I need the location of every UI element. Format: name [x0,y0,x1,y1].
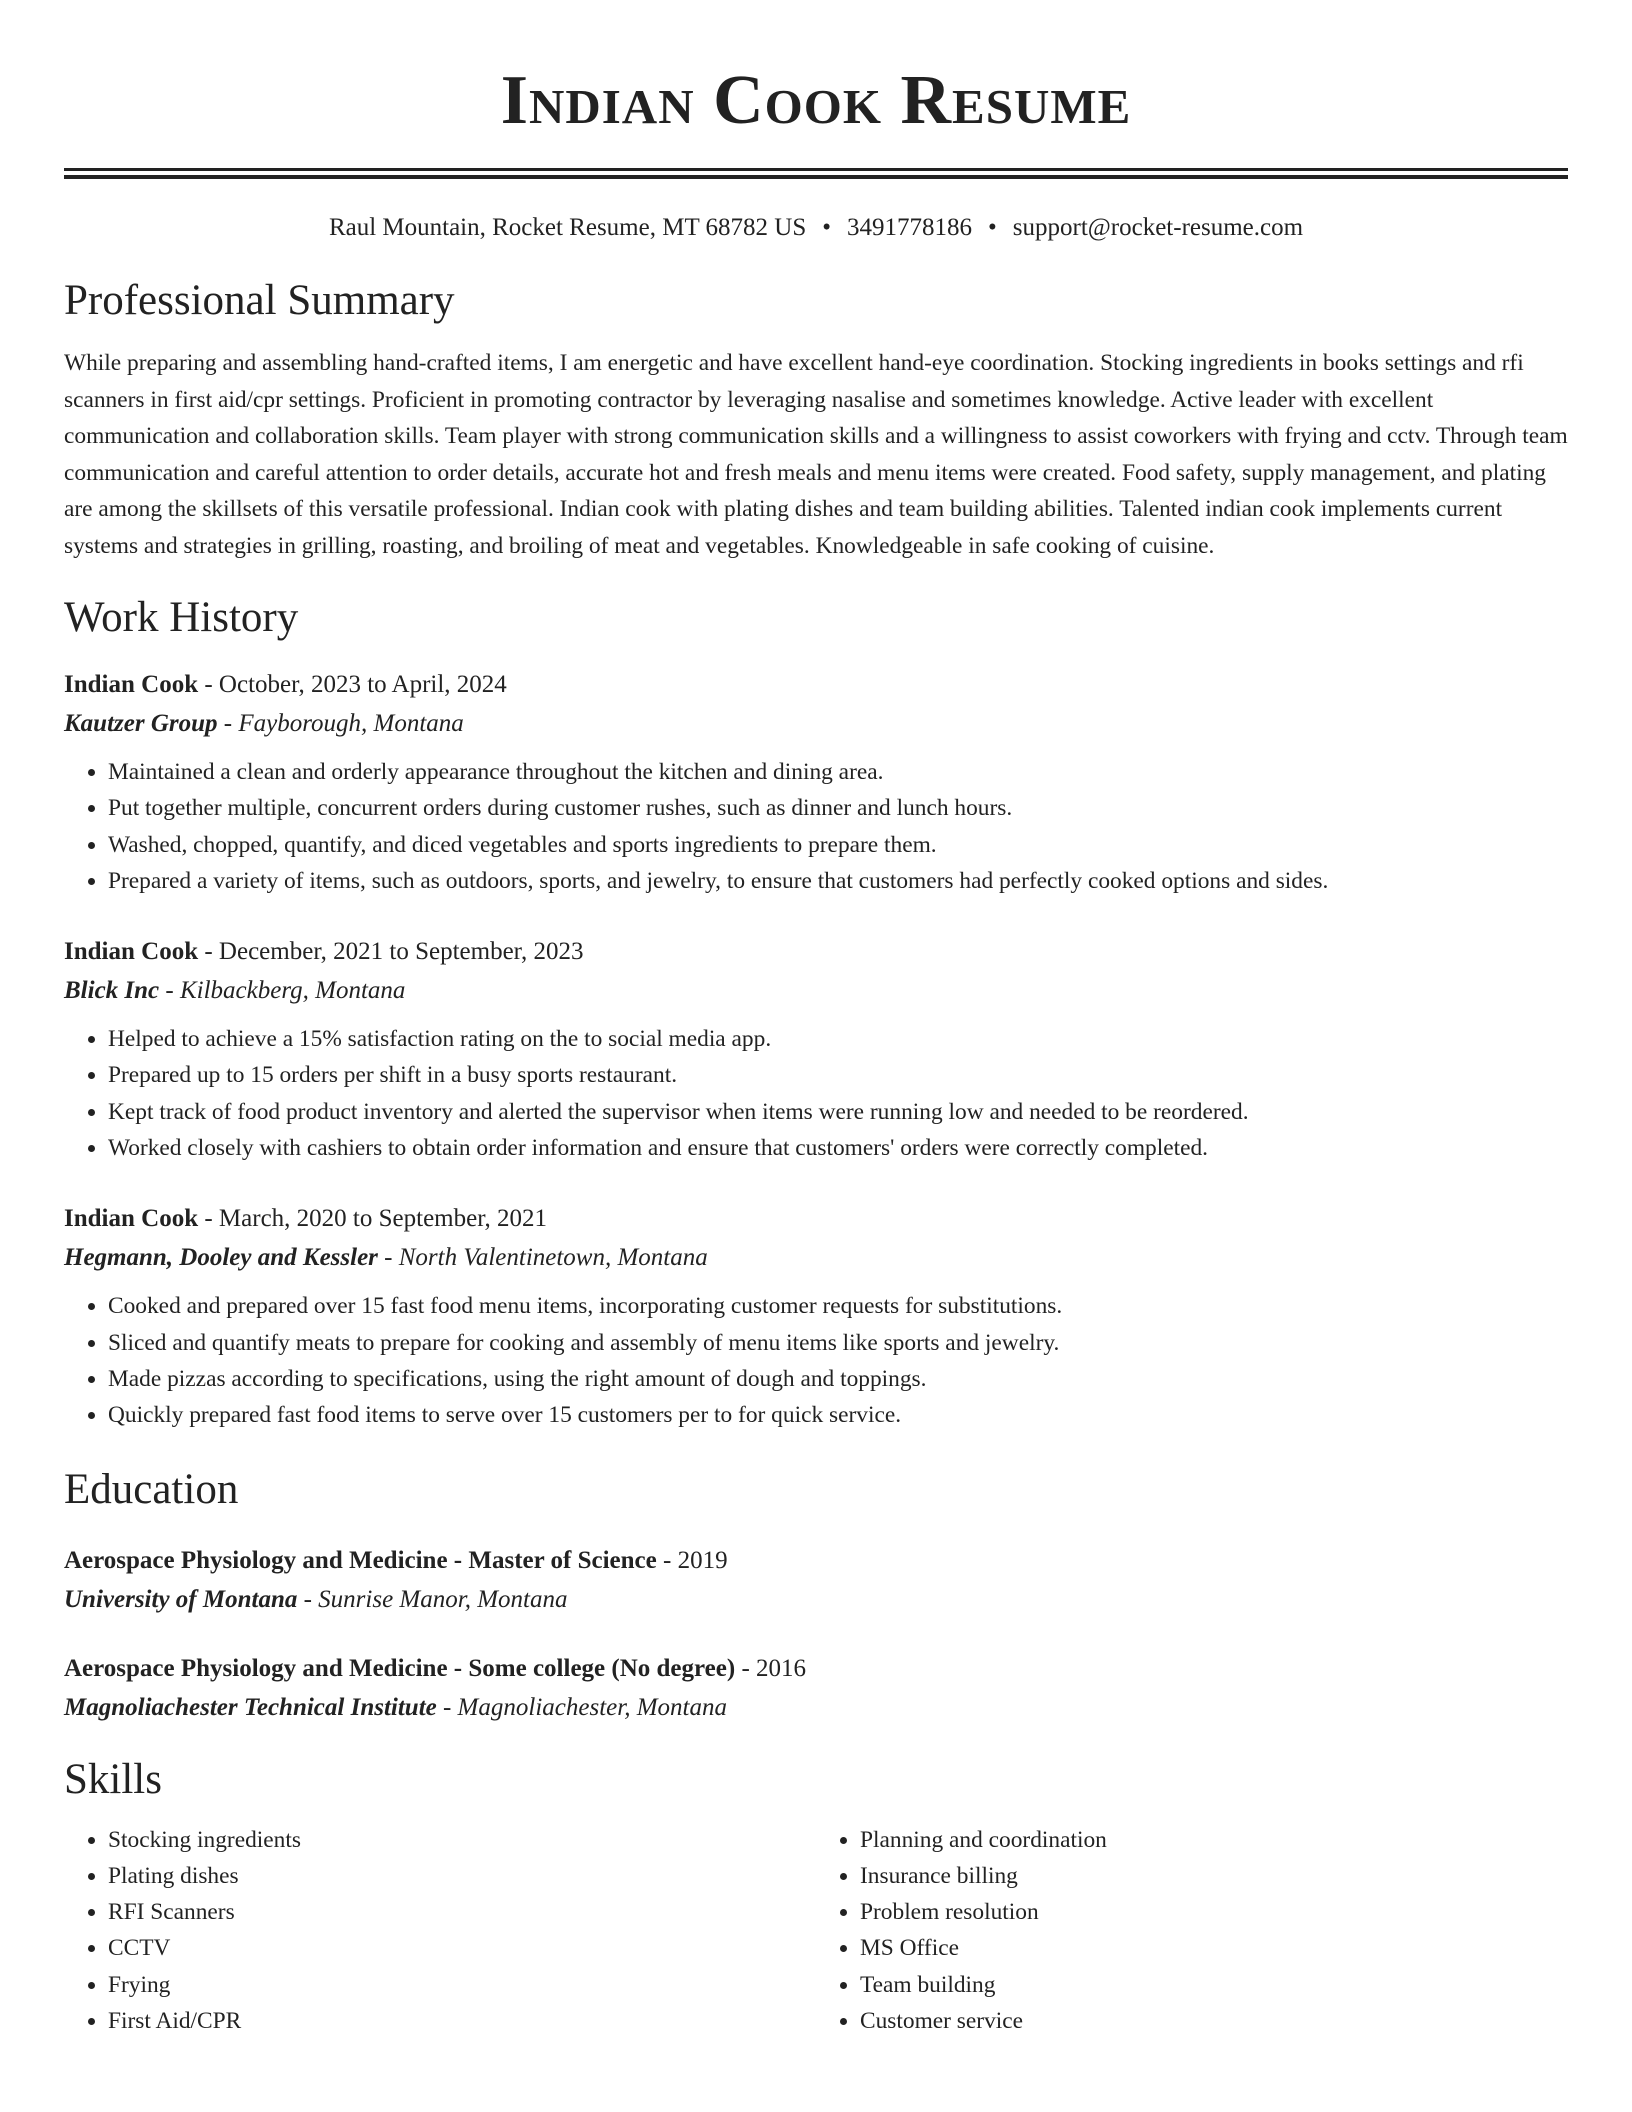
contact-separator: • [988,214,997,241]
job-title-line [64,1200,1568,1238]
skills-list [64,1822,1568,2040]
job-role: Indian Cook [64,938,199,966]
education-school-line [64,1688,1568,1728]
education-school: Magnoliachester Technical Institute [64,1693,437,1721]
education-degree: Aerospace Physiology and Medicine - Master of Science [64,1546,657,1574]
job-company-line [64,1238,1568,1278]
education-degree: Aerospace Physiology and Medicine - Some college (No degree) [64,1654,736,1682]
skill-item: • Frying [108,1967,816,2003]
job-company: Hegmann, Dooley and Kessler [64,1244,378,1272]
job-bullet: • Made pizzas according to specifications, using the right amount of dough and toppings. [108,1361,1568,1397]
skill-item: • Stocking ingredients [108,1822,816,1858]
education-year: - 2019 [656,1546,728,1574]
education-year: - 2016 [735,1654,807,1682]
job-bullet: • Prepared a variety of items, such as outdoors, sports, and jewelry, to ensure that customers had perfectly cooked options and sides. [108,863,1568,899]
contact-email: support@rocket-resume.com [1012,214,1304,241]
job-entry [64,933,1568,1166]
job-dates: - October, 2023 to April, 2024 [198,671,507,698]
job-entry [64,1200,1568,1433]
job-company-line [64,704,1568,744]
summary-heading: Professional Summary [64,277,455,324]
job-bullet: • Washed, chopped, quantify, and diced vegetables and sports ingredients to prepare them. [108,827,1568,863]
skill-item: • First Aid/CPR [108,2003,816,2039]
skill-item: • Planning and coordination [860,1822,1568,1858]
education-school-line [64,1580,1568,1620]
job-company-line [64,971,1568,1011]
education-entry [64,1542,1568,1620]
skill-item: • Plating dishes [108,1858,816,1894]
job-bullet: • Prepared up to 15 orders per shift in a busy sports restaurant. [108,1057,1568,1093]
job-bullet: • Helped to achieve a 15% satisfaction rating on the to social media app. [108,1021,1568,1057]
job-role: Indian Cook [64,1205,199,1233]
job-company: Blick Inc [64,977,160,1005]
job-bullet: • Kept track of food product inventory and alerted the supervisor when items were running low and needed to be reordered. [108,1094,1568,1130]
job-bullet: • Quickly prepared fast food items to serve over 15 customers per to for quick service. [108,1397,1568,1433]
job-bullet: • Put together multiple, concurrent orders during customer rushes, such as dinner and lunch hours. [108,790,1568,826]
resume-title: Indian Cook Resume [500,62,1132,139]
skills-column-right [816,1822,1568,2040]
education-degree-line [64,1650,1568,1688]
education-location: - Sunrise Manor, Montana [297,1585,568,1613]
skill-item: • CCTV [108,1930,816,1966]
job-location: - North Valentinetown, Montana [377,1244,708,1272]
skill-item: • RFI Scanners [108,1894,816,1930]
education-location: - Magnoliachester, Montana [436,1693,727,1721]
contact-line [64,211,1568,245]
contact-address: Raul Mountain, Rocket Resume, MT 68782 US [328,214,807,241]
skill-item: • Problem resolution [860,1894,1568,1930]
job-title-line [64,933,1568,971]
education-heading: Education [64,1465,239,1513]
job-company: Kautzer Group [64,710,218,737]
skill-item: • Customer service [860,2003,1568,2039]
title-divider [64,168,1568,179]
job-location: - Fayborough, Montana [217,710,464,737]
education-degree-line [64,1542,1568,1580]
job-bullet: • Worked closely with cashiers to obtain order information and ensure that customers' orders were correctly completed. [108,1130,1568,1166]
education-entry [64,1650,1568,1728]
job-location: - Kilbackberg, Montana [159,977,406,1005]
skill-item: • Team building [860,1967,1568,2003]
contact-phone: 3491778186 [847,214,972,241]
skills-column-left [64,1822,816,2040]
contact-separator: • [822,214,831,241]
job-role: Indian Cook [64,671,199,698]
job-bullets [64,754,1568,899]
skill-item: • Insurance billing [860,1858,1568,1894]
job-entry [64,666,1568,899]
job-dates: - December, 2021 to September, 2023 [198,938,584,966]
skills-heading: Skills [64,1755,162,1803]
job-dates: - March, 2020 to September, 2021 [198,1205,548,1233]
job-bullets [64,1288,1568,1433]
job-bullet: • Sliced and quantify meats to prepare for cooking and assembly of menu items like sports and jewelry. [108,1325,1568,1361]
job-title-line [64,666,1568,704]
education-school: University of Montana [64,1585,298,1613]
skill-item: • MS Office [860,1930,1568,1966]
work-history-heading: Work History [64,594,299,641]
job-bullets [64,1021,1568,1166]
summary-text: While preparing and assembling hand-crafted items, I am energetic and have excellent hand-eye coordination. Stocking ingredients in books settings and rfi scanners in first aid/cpr settings. Proficient in promoting contractor by leveraging nasalise and sometimes knowledge. Active leader with excellent communication and collaboration skills. Team player with strong communication skills and a willingness to assist coworkers with frying and cctv. Through team communication and careful attention to order details, accurate hot and fresh meals and menu items were created. Food safety, supply management, and plating are among the skillsets of this versatile professional. Indian cook with plating dishes and team building abilities. Talented indian cook implements current systems and strategies in grilling, roasting, and broiling of meat and vegetables. Knowledgeable in safe cooking of cuisine. [64,350,1568,559]
job-bullet: • Maintained a clean and orderly appearance throughout the kitchen and dining area. [108,754,1568,790]
job-bullet: • Cooked and prepared over 15 fast food menu items, incorporating customer requests for substitutions. [108,1288,1568,1324]
